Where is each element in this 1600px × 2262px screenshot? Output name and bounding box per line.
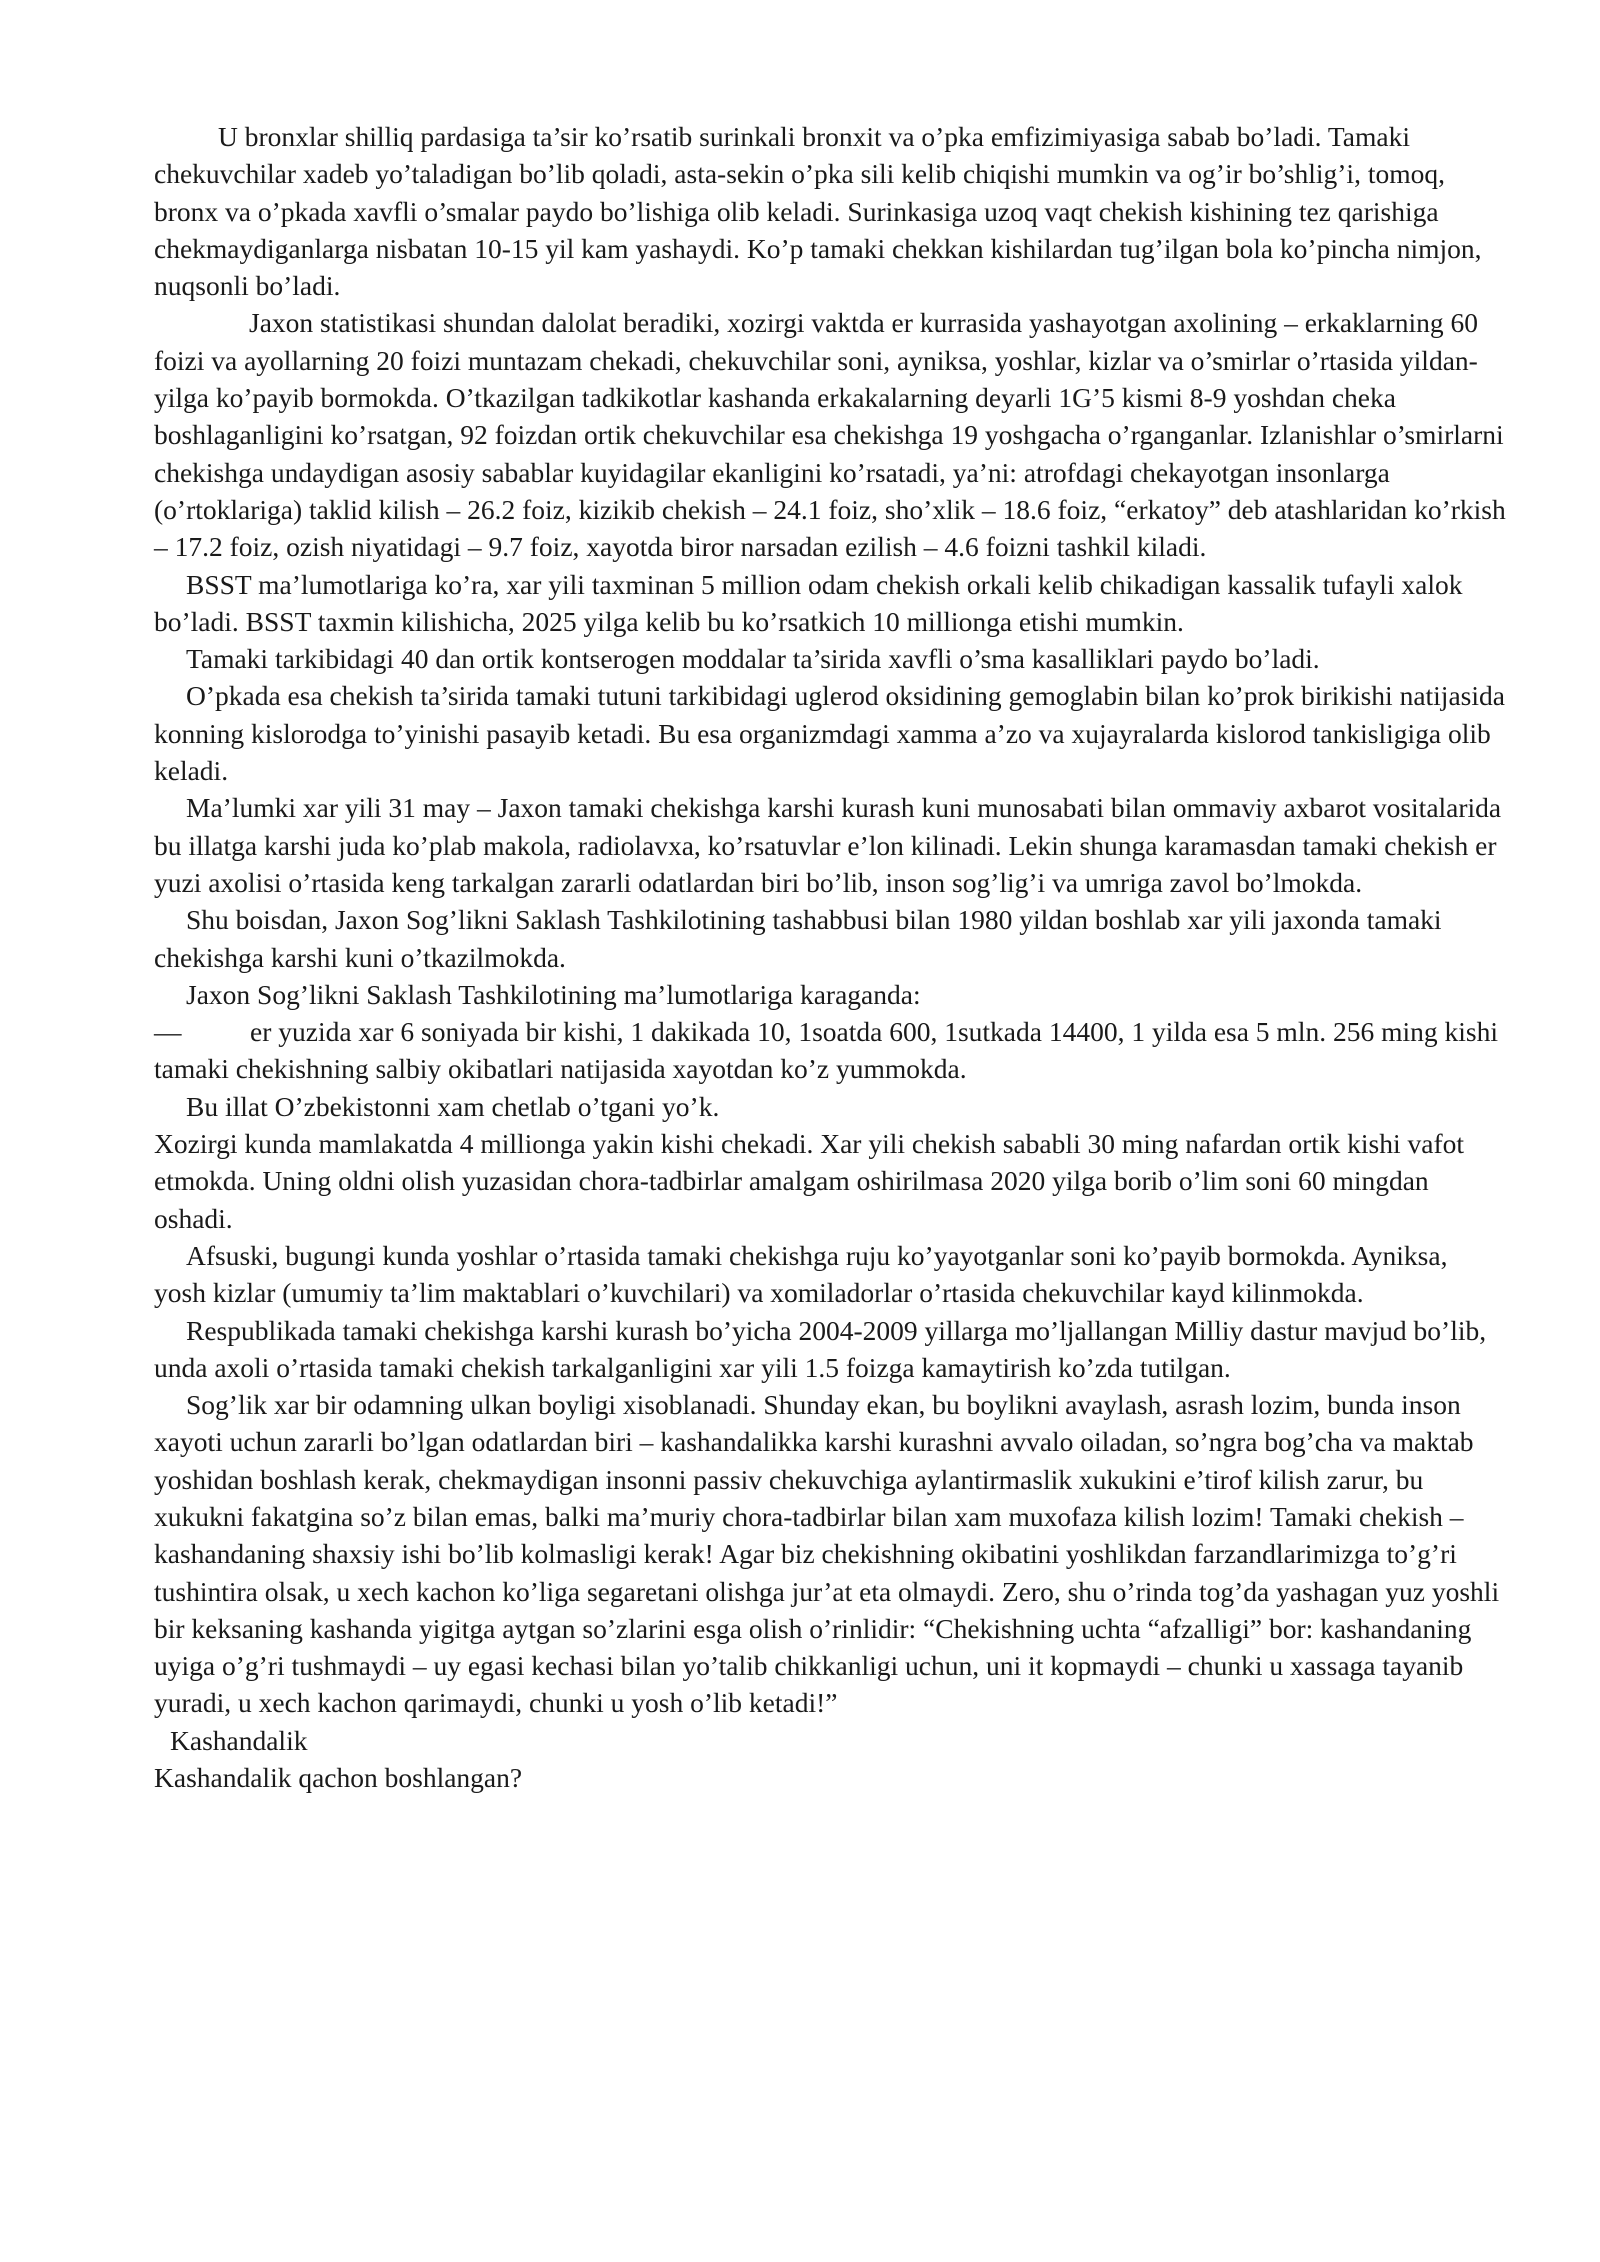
paragraph-may-31: Ma’lumki xar yili 31 may – Jaxon tamaki chekishga karshi kurash kuni munosabati bilan ommaviy axbarot vositalarida bu illatga karshi juda ko’plab makola, radiolavxa, ko’rsatuvlar e’lon kilinadi. Lekin shunga karamasdan tamaki chekish er yuzi axolisi o’rtasida keng tarkalgan zararli odatlardan biri bo’lib, inson sog’lig’i va umriga zavol bo’lmokda. xyxy=(154,792,1502,898)
paragraph-current-situation: Xozirgi kunda mamlakatda 4 millionga yakin kishi chekadi. Xar yili chekish sababli 30 ming nafardan ortik kishi vafot etmokda. Uning oldni olish yuzasidan chora-tadbirlar amalgam oshirilmasa 2020 yilga borib o’lim soni 60 mingdan oshadi. xyxy=(154,1128,1465,1234)
paragraph-lungs: O’pkada esa chekish ta’sirida tamaki tutuni tarkibidagi uglerod oksidining gemoglabin bilan ko’prok birikishi natijasida konning kislorodga to’yinishi pasayib ketadi. Bu esa organizmdagi xamma a’zo va xujayralarda kislorod tankisligiga olib keladi. xyxy=(154,680,1505,787)
dash-item-text: er yuzida xar 6 soniyada bir kishi, 1 dakikada 10, 1soatda 600, 1sutkada 14400, 1 yilda esa 5 mln. 256 ming kishi tamaki chekishning salbiy okibatlari natijasida xayotdan ko’z yummokda. xyxy=(154,1016,1498,1085)
paragraph-who-data-intro: Jaxon Sog’likni Saklash Tashkilotining ma’lumotlariga karaganda: xyxy=(186,978,921,1010)
paragraph-national-program: Respublikada tamaki chekishga karshi kurash bo’yicha 2004-2009 yillarga mo’ljallangan Milliy dastur mavjud bo’lib, unda axoli o’rtasida tamaki chekish tarkalganligini xar yili 1.5 foizga kamaytirish ko’zda tutilgan. xyxy=(154,1314,1487,1383)
paragraph-uzbekistan: Bu illat O’zbekistonni xam chetlab o’tgani yo’k. xyxy=(186,1090,720,1122)
paragraph-bsst-data: BSST ma’lumotlariga ko’ra, xar yili taxminan 5 million odam chekish orkali kelib chikadigan kassalik tufayli xalok bo’ladi. BSST taxmin kilishicha, 2025 yilga kelib bu ko’rsatkich 10 millionga etishi mumkin. xyxy=(154,568,1463,637)
paragraph-bronchitis: U bronxlar shilliq pardasiga ta’sir ko’rsatib surinkali bronxit va o’pka emfizimiyasiga sabab bo’ladi. Tamaki chekuvchilar xadeb yo’taladigan bo’lib qoladi, asta-sekin o’pka sili kelib chiqishi mumkin va og’ir bo’shlig’i, tomoq, bronx va o’pkada xavfli o’smalar paydo bo’lishiga olib keladi. Surinkasiga uzoq vaqt chekish kishining tez qarishiga chekmaydiganlarga nisbatan 10-15 yil kam yashaydi. Ko’p tamaki chekkan kishilardan tug’ilgan bola ko’pincha nimjon, nuqsonli bo’ladi. xyxy=(154,121,1482,302)
paragraph-carcinogens: Tamaki tarkibidagi 40 dan ortik kontserogen moddalar ta’sirida xavfli o’sma kasalliklari paydo bo’ladi. xyxy=(186,643,1320,675)
paragraph-youth: Afsuski, bugungi kunda yoshlar o’rtasida tamaki chekishga ruju ko’yayotganlar soni ko’payib bormokda. Ayniksa, yosh kizlar (umumiy ta’lim maktablari o’kuvchilari) va xomiladorlar o’rtasida chekuvchilar kayd kilinmokda. xyxy=(154,1239,1448,1309)
paragraph-health-wealth: Sog’lik xar bir odamning ulkan boyligi xisoblanadi. Shunday ekan, bu boylikni avaylash, asrash lozim, bunda inson xayoti uchun zararli bo’lgan odatlardan biri – kashandalikka karshi kurashni avvalo oiladan, so’ngra bog’cha va maktab yoshidan boshlash kerak, chekmaydigan insonni passiv chekuvchiga aylantirmaslik xukukini e’tirof kilish zarur, bu xukukni fakatgina so’z bilan emas, balki ma’muriy chora-tadbirlar bilan xam muxofaza kilish lozim! Tamaki chekish – kashandaning shaxsiy ishi bo’lib kolmasligi kerak! Agar biz chekishning okibatini yoshlikdan farzandlarimizga to’g’ri tushintira olsak, u xech kachon ko’liga segaretani olishga jur’at eta olmaydi. Zero, shu o’rinda tog’da yashagan yuz yoshli bir keksaning kashanda yigitga aytgan so’zlarini esga olish o’rinlidir: “Chekishning uchta “afzalligi” bor: kashandaning uyiga o’g’ri tushmaydi – uy egasi kechasi bilan yo’talib chikkanligi uchun, uni it kopmaydi – chunki u xassaga tayanib yuradi, u xech kachon qarimaydi, chunki u yosh o’lib ketadi!” xyxy=(154,1389,1500,1719)
paragraph-world-statistics: Jaxon statistikasi shundan dalolat beradiki, xozirgi vaktda er kurrasida yashayotgan axolining – erkaklarning 60 foizi va ayollarning 20 foizi muntazam chekadi, chekuvchilar soni, ayniksa, yoshlar, kizlar va o’smirlar o’rtasida yildan-yilga ko’payib bormokda. O’tkazilgan tadkikotlar kashanda erkakalarning deyarli 1G’5 kismi 8-9 yoshdan cheka boshlaganligini ko’rsatgan, 92 foizdan ortik chekuvchilar esa chekishga 19 yoshgacha o’rganganlar. Izlanishlar o’smirlarni chekishga undaydigan asosiy sabablar kuyidagilar ekanligini ko’rsatadi, ya’ni: atrofdagi chekayotgan insonlarga (o’rtoklariga) taklid kilish – 26.2 foiz, kizikib chekish – 24.1 foiz, sho’xlik – 18.6 foiz, “erkatoy” deb atashlaridan ko’rkish – 17.2 foiz, ozish niyatidagi – 9.7 foiz, xayotda biror narsadan ezilish – 4.6 foizni tashkil kiladi. xyxy=(154,307,1506,563)
section-heading-kashandalik: Kashandalik xyxy=(170,1724,308,1756)
dash-marker: — xyxy=(154,1016,182,1048)
section-question: Kashandalik qachon boshlangan? xyxy=(154,1762,523,1794)
dash-list-item xyxy=(154,1013,1506,1088)
document-page xyxy=(154,118,1506,1796)
paragraph-who-initiative: Shu boisdan, Jaxon Sog’likni Saklash Tashkilotining tashabbusi bilan 1980 yildan boshlab xar yili jaxonda tamaki chekishga karshi kuni o’tkazilmokda. xyxy=(154,904,1442,973)
